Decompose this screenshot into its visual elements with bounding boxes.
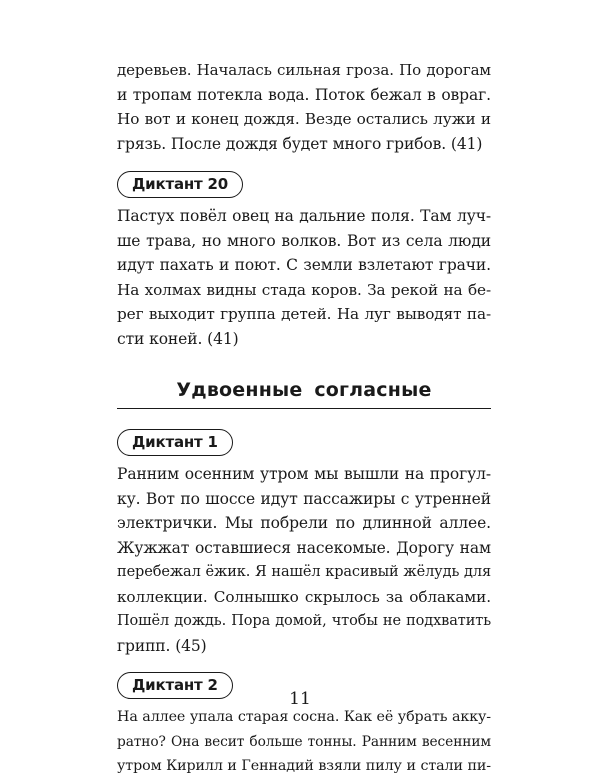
text-line: грязь. После дождя будет много грибов. (41) xyxy=(117,134,483,153)
text-line: коллекции. Солнышко скрылось за облаками. xyxy=(117,587,491,606)
intro-paragraph xyxy=(117,58,491,156)
text-line: Ранним осенним утром мы вышли на прогул- xyxy=(117,465,491,483)
dictation-1-label: Диктант 1 xyxy=(117,429,233,456)
text-line: ше трава, но много волков. Вот из села люди xyxy=(117,231,491,250)
page-content xyxy=(117,58,491,779)
dictation-1-header xyxy=(117,429,491,456)
text-line: На холмах видны стада коров. За рекой на бе- xyxy=(117,280,491,299)
text-line: ку. Вот по шоссе идут пассажиры с утренней xyxy=(117,489,491,508)
text-line: грипп. (45) xyxy=(117,636,207,655)
text-line: утром Кирилл и Геннадий взяли пилу и стали пи- xyxy=(117,758,491,774)
text-line: ратно? Она весит больше тонны. Ранним весенним xyxy=(117,733,491,750)
text-line: Пошёл дождь. Пора домой, чтобы не подхватить xyxy=(117,613,491,629)
dictation-20-header xyxy=(117,171,491,198)
dictation-20-text xyxy=(117,204,491,351)
text-line: рег выходит группа детей. На луг выводят па- xyxy=(117,305,491,323)
text-line: Пастух повёл овец на дальние поля. Там луч- xyxy=(117,207,491,225)
text-line: и тропам потекла вода. Поток бежал в овраг. xyxy=(117,85,491,104)
page-number: 11 xyxy=(289,689,311,709)
dictation-2-label: Диктант 2 xyxy=(117,672,233,699)
text-line: перебежал ёжик. Я нашёл красивый жёлудь для xyxy=(117,564,491,580)
text-line: Но вот и конец дождя. Везде остались лужи и xyxy=(117,110,491,128)
dictation-2-text xyxy=(117,705,491,779)
text-line: На аллее упала старая сосна. Как её убрать акку- xyxy=(117,709,491,725)
text-line: сти коней. (41) xyxy=(117,329,239,348)
text-line: идут пахать и поют. С земли взлетают грачи. xyxy=(117,256,491,274)
text-line: Жужжат оставшиеся насекомые. Дорогу нам xyxy=(117,538,491,557)
dictation-20-label: Диктант 20 xyxy=(117,171,243,198)
text-line: деревьев. Началась сильная гроза. По дорогам xyxy=(117,61,491,79)
text-line: электрички. Мы побрели по длинной аллее. xyxy=(117,514,491,532)
dictation-1-text xyxy=(117,462,491,658)
section-title: Удвоенные согласные xyxy=(117,377,491,409)
